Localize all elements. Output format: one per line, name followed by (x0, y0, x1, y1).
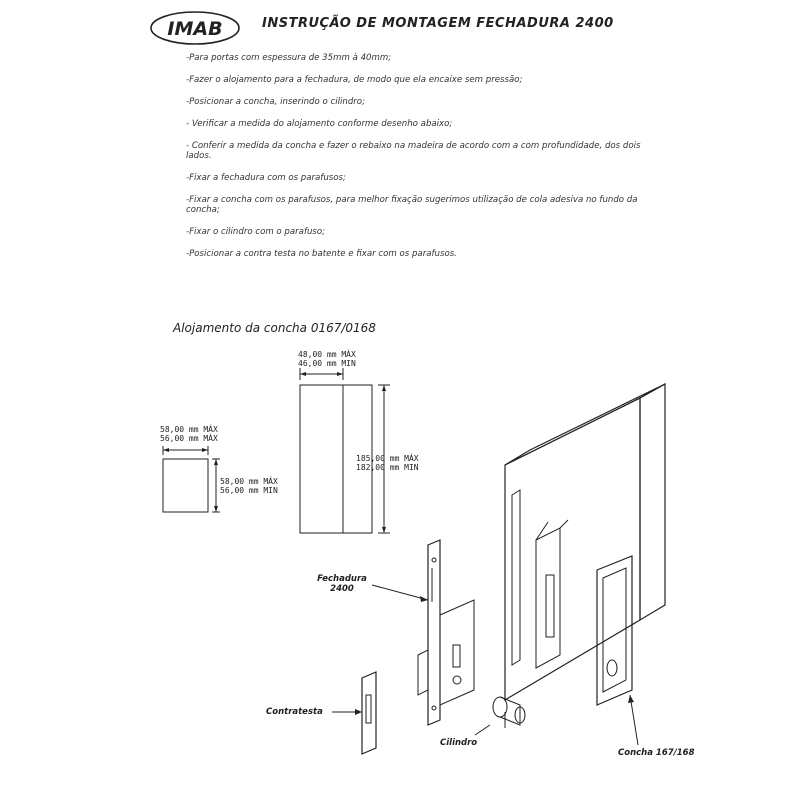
instruction-step: - Verificar a medida do alojamento conforme desenho abaixo; (186, 119, 453, 129)
label-fechadura: Fechadura 2400 (317, 574, 367, 594)
section-title: Alojamento da concha 0167/0168 (173, 321, 376, 335)
fechadura-body (428, 540, 440, 725)
label-contratesta: Contratesta (266, 707, 323, 717)
dim-width: 48,00 mm MÁX 46,00 mm MIN (298, 350, 356, 368)
document-title: INSTRUÇÃO DE MONTAGEM FECHADURA 2400 (262, 16, 614, 31)
svg-text:IMAB: IMAB (167, 18, 223, 40)
dim-small-width: 58,00 mm MÁX 56,00 mm MÁX (160, 425, 218, 443)
door-block (505, 398, 640, 700)
label-cilindro: Cilindro (440, 738, 478, 748)
concha-plate (597, 556, 632, 705)
instruction-step: -Fazer o alojamento para a fechadura, de modo que ela encaixe sem pressão; (186, 75, 523, 85)
instruction-step: -Fixar o cilindro com o parafuso; (186, 227, 326, 237)
label-concha: Concha 167/168 (618, 748, 695, 758)
contratesta-plate (362, 672, 376, 754)
cilindro-part (493, 697, 525, 728)
dim-height: 185,00 mm MÁX 182,00 mm MIN (356, 454, 419, 472)
instruction-step: -Fixar a fechadura com os parafusos; (186, 173, 346, 183)
dim-small-height: 58,00 mm MÁX 56,00 mm MIN (220, 477, 278, 495)
instruction-step: -Posicionar a contra testa no batente e fixar com os parafusos. (186, 249, 457, 259)
instruction-step: -Fixar a concha com os parafusos, para melhor fixação sugerimos utilização de cola adesiva no fundo da concha; (186, 195, 638, 215)
instruction-step: -Posicionar a concha, inserindo o cilindro; (186, 97, 365, 107)
instruction-step: - Conferir a medida da concha e fazer o rebaixo na madeira de acordo com a com profundidade, dos dois lados. (186, 141, 641, 161)
instruction-step: -Para portas com espessura de 35mm à 40mm; (186, 53, 392, 63)
small-housing-rect (163, 459, 208, 512)
